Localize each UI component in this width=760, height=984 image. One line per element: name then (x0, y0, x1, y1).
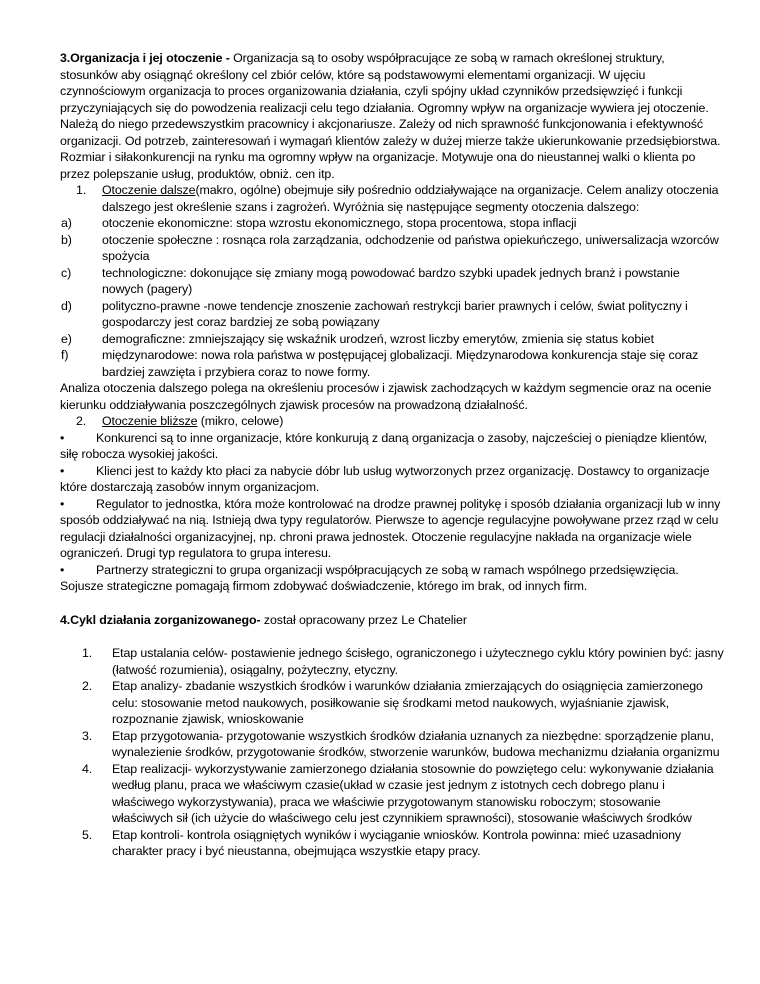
section-4-intro-text: został opracowany przez Le Chatelier (260, 612, 467, 627)
section-3-intro (60, 50, 724, 182)
cycle-steps-list (60, 645, 724, 860)
list-marker: c) (61, 265, 72, 280)
list-marker: 1. (76, 183, 87, 197)
list-marker: a) (61, 216, 72, 230)
section-3-intro-text: Organizacja są to osoby współpracujące ze sobą w ramach określonej struktury, stosunków aby osiągnąć określony cel zbiór celów, które są podstawowymi elementami organizacji. W ujęciu czynnościowym organizacja to proces organizowania działania, czyli spójny układ czynników przedsięwzięć i funkcji przyczyniających się do powodzenia realizacji celu tego działania. Ogromny wpływ na organizacje wywiera jej otoczenie. Należą do niego przedewszystkim pracownicy i akcjonariusze. Zależy od nich sprawność funkcjonowania i efektywność organizacji. Od potrzeb, zainteresowań i wymagań klientów zależy w dużej mierze także ukierunkowanie przedsiębiorstwa. Rozmiar i siłakonkurencji na rynku ma ogromny wpływ na organizacje. Motywuje ona do nieustannej walki o klienta po przez polepszanie usług, produktów, obniż. cen itp. (60, 51, 721, 181)
segment-item (60, 232, 724, 265)
list-text: demograficzne: zmniejszający się wskaźnik urodzeń, wzrost liczby emerytów, zmienia się status kobiet (102, 331, 654, 346)
list-marker: 2. (76, 414, 87, 428)
list-text: technologiczne: dokonujące się zmiany mogą powodować bardzo szybki upadek jednych branż i powstanie nowych (pagery) (102, 265, 680, 296)
segment-item (60, 298, 724, 331)
list-marker: 5. (82, 827, 93, 842)
outer-environment-title: Otoczenie dalsze (102, 183, 196, 197)
list-item (60, 678, 724, 728)
list-text: polityczno-prawne -nowe tendencje znoszenie zachowań restrykcji barier prawnych i celów, świat polityczny i gospodarczy jest coraz bardziej ze sobą powiązany (102, 298, 688, 329)
outer-environment-item (60, 182, 724, 215)
bullet-item (60, 463, 724, 496)
document-page (60, 50, 724, 860)
list-item (60, 728, 724, 761)
segment-item (60, 331, 724, 348)
bullet-text: Partnerzy strategiczni to grupa organizacji współpracujących ze sobą w ramach wspólnego przedsięwzięcia. Sojusze strategiczne pomagają firmom zdobywać doświadczenie, którego im brak, od innych firm. (60, 562, 679, 593)
list-text: Otoczenie dalsze(makro, ogólne) obejmuje siły pośrednio oddziaływające na organizacje. Celem analizy otoczenia dalszego jest określenie szans i zagrożeń. Wyróżnia się następujące segmenty otoczenia dalszego: (102, 183, 719, 214)
list-marker: b) (61, 232, 72, 247)
list-text: międzynarodowe: nowa rola państwa w postępującej globalizacji. Międzynarodowa konkurencja staje się coraz bardziej zawzięta i przybiera coraz to nowe formy. (102, 348, 699, 379)
segment-item (60, 265, 724, 298)
bullet-text: Klienci jest to każdy kto płaci za nabycie dóbr lub usług wytworzonych przez organizację. Dostawcy to organizacje które dostarczają zasobów innym organizacjom. (60, 463, 710, 494)
bullet-icon: • (60, 430, 65, 445)
list-text: otoczenie społeczne : rosnąca rola zarządzania, odchodzenie od państwa opiekuńczego, uniwersalizacja wzorców spożycia (102, 232, 719, 263)
list-text: Etap realizacji- wykorzystywanie zamierzonego działania stosownie do powziętego celu: wykonywanie działania według planu, praca we właściwym czasie(układ w czasie jest jednym z istotnych cech dobrego planu i właściwego wykorzystywania), praca we właściwie przygotowanym stanowisku roboczym; stosowanie właściwych sił (ich użycie do właściwego celu jest czynnikiem sprawności), stosowanie właściwych środków (112, 761, 714, 825)
inner-environment-item (60, 413, 724, 430)
list-marker: f) (61, 348, 69, 362)
list-text: Etap ustalania celów- postawienie jednego ścisłego, ograniczonego i użytecznego cyklu który powinien być: jasny (łatwość rozumienia), osiągalny, pożyteczny, etyczny. (112, 646, 724, 677)
list-marker: d) (61, 298, 72, 313)
section-3-heading: 3.Organizacja i jej otoczenie - (60, 51, 230, 65)
list-item (60, 645, 724, 678)
list-text: Etap kontroli- kontrola osiągniętych wyników i wyciąganie wniosków. Kontrola powinna: mieć uzasadniony charakter pracy i być nieustanna, obejmująca wszystkie etapy pracy. (112, 827, 682, 858)
list-marker: 3. (82, 728, 93, 743)
bullet-item (60, 496, 724, 562)
bullet-text: Konkurenci są to inne organizacje, które konkurują z daną organizacja o zasoby, najcześciej o pieniądze klientów, siłę robocza wysokiej jakości. (60, 430, 708, 461)
list-text: Etap analizy- zbadanie wszystkich środków i warunków działania zmierzających do osiągnięcia zamierzonego celu: stosowanie metod naukowych, posiłkowanie się środkami metod naukowych, wyjaśnianie zjawisk, rozpoznanie zjawisk, wnioskowanie (112, 679, 703, 726)
list-marker: 1. (82, 646, 93, 660)
analysis-paragraph: Analiza otoczenia dalszego polega na określeniu procesów i zjawisk zachodzących w każdym segmencie oraz na ocenie kierunku oddziaływania poszczególnych zjawisk procesów na prowadzoną działalność. (60, 381, 712, 412)
segment-item (60, 347, 724, 380)
bullet-icon: • (60, 496, 65, 511)
inner-environment-title: Otoczenie bliższe (102, 414, 198, 428)
bullet-item (60, 562, 724, 595)
bullet-icon: • (60, 463, 65, 478)
segment-item (60, 215, 724, 232)
list-text: otoczenie ekonomiczne: stopa wzrostu ekonomicznego, stopa procentowa, stopa inflacji (102, 216, 577, 230)
list-item (60, 761, 724, 827)
list-item (60, 827, 724, 860)
list-marker: 4. (82, 761, 93, 776)
bullet-item (60, 430, 724, 463)
list-marker: e) (61, 331, 72, 346)
section-4-intro (60, 612, 724, 629)
list-text: Otoczenie bliższe (mikro, celowe) (102, 414, 284, 428)
section-4-heading: 4.Cykl działania zorganizowanego- (60, 612, 261, 627)
bullet-text: Regulator to jednostka, która może kontrolować na drodze prawnej politykę i sposób działania organizacji lub w inny sposób oddziaływać na nią. Istnieją dwa typy regulatorów. Pierwsze to agencje regulacyjne powoływane przez rząd w celu regulacji działalności organizacyjnej, np. chroni prawa jednostek. Otoczenie regulacyjne nakłada na organizacje wiele ograniczeń. Drugi typ regulatora to grupa interesu. (60, 496, 721, 560)
list-text: Etap przygotowania- przygotowanie wszystkich środków działania uznanych za niezbędne: sporządzenie planu, wynalezienie środków, przygotowanie środków, stworzenie warunków, budowa mechanizmu działania organizmu (112, 728, 720, 759)
list-marker: 2. (82, 679, 93, 693)
bullet-icon: • (60, 562, 65, 577)
